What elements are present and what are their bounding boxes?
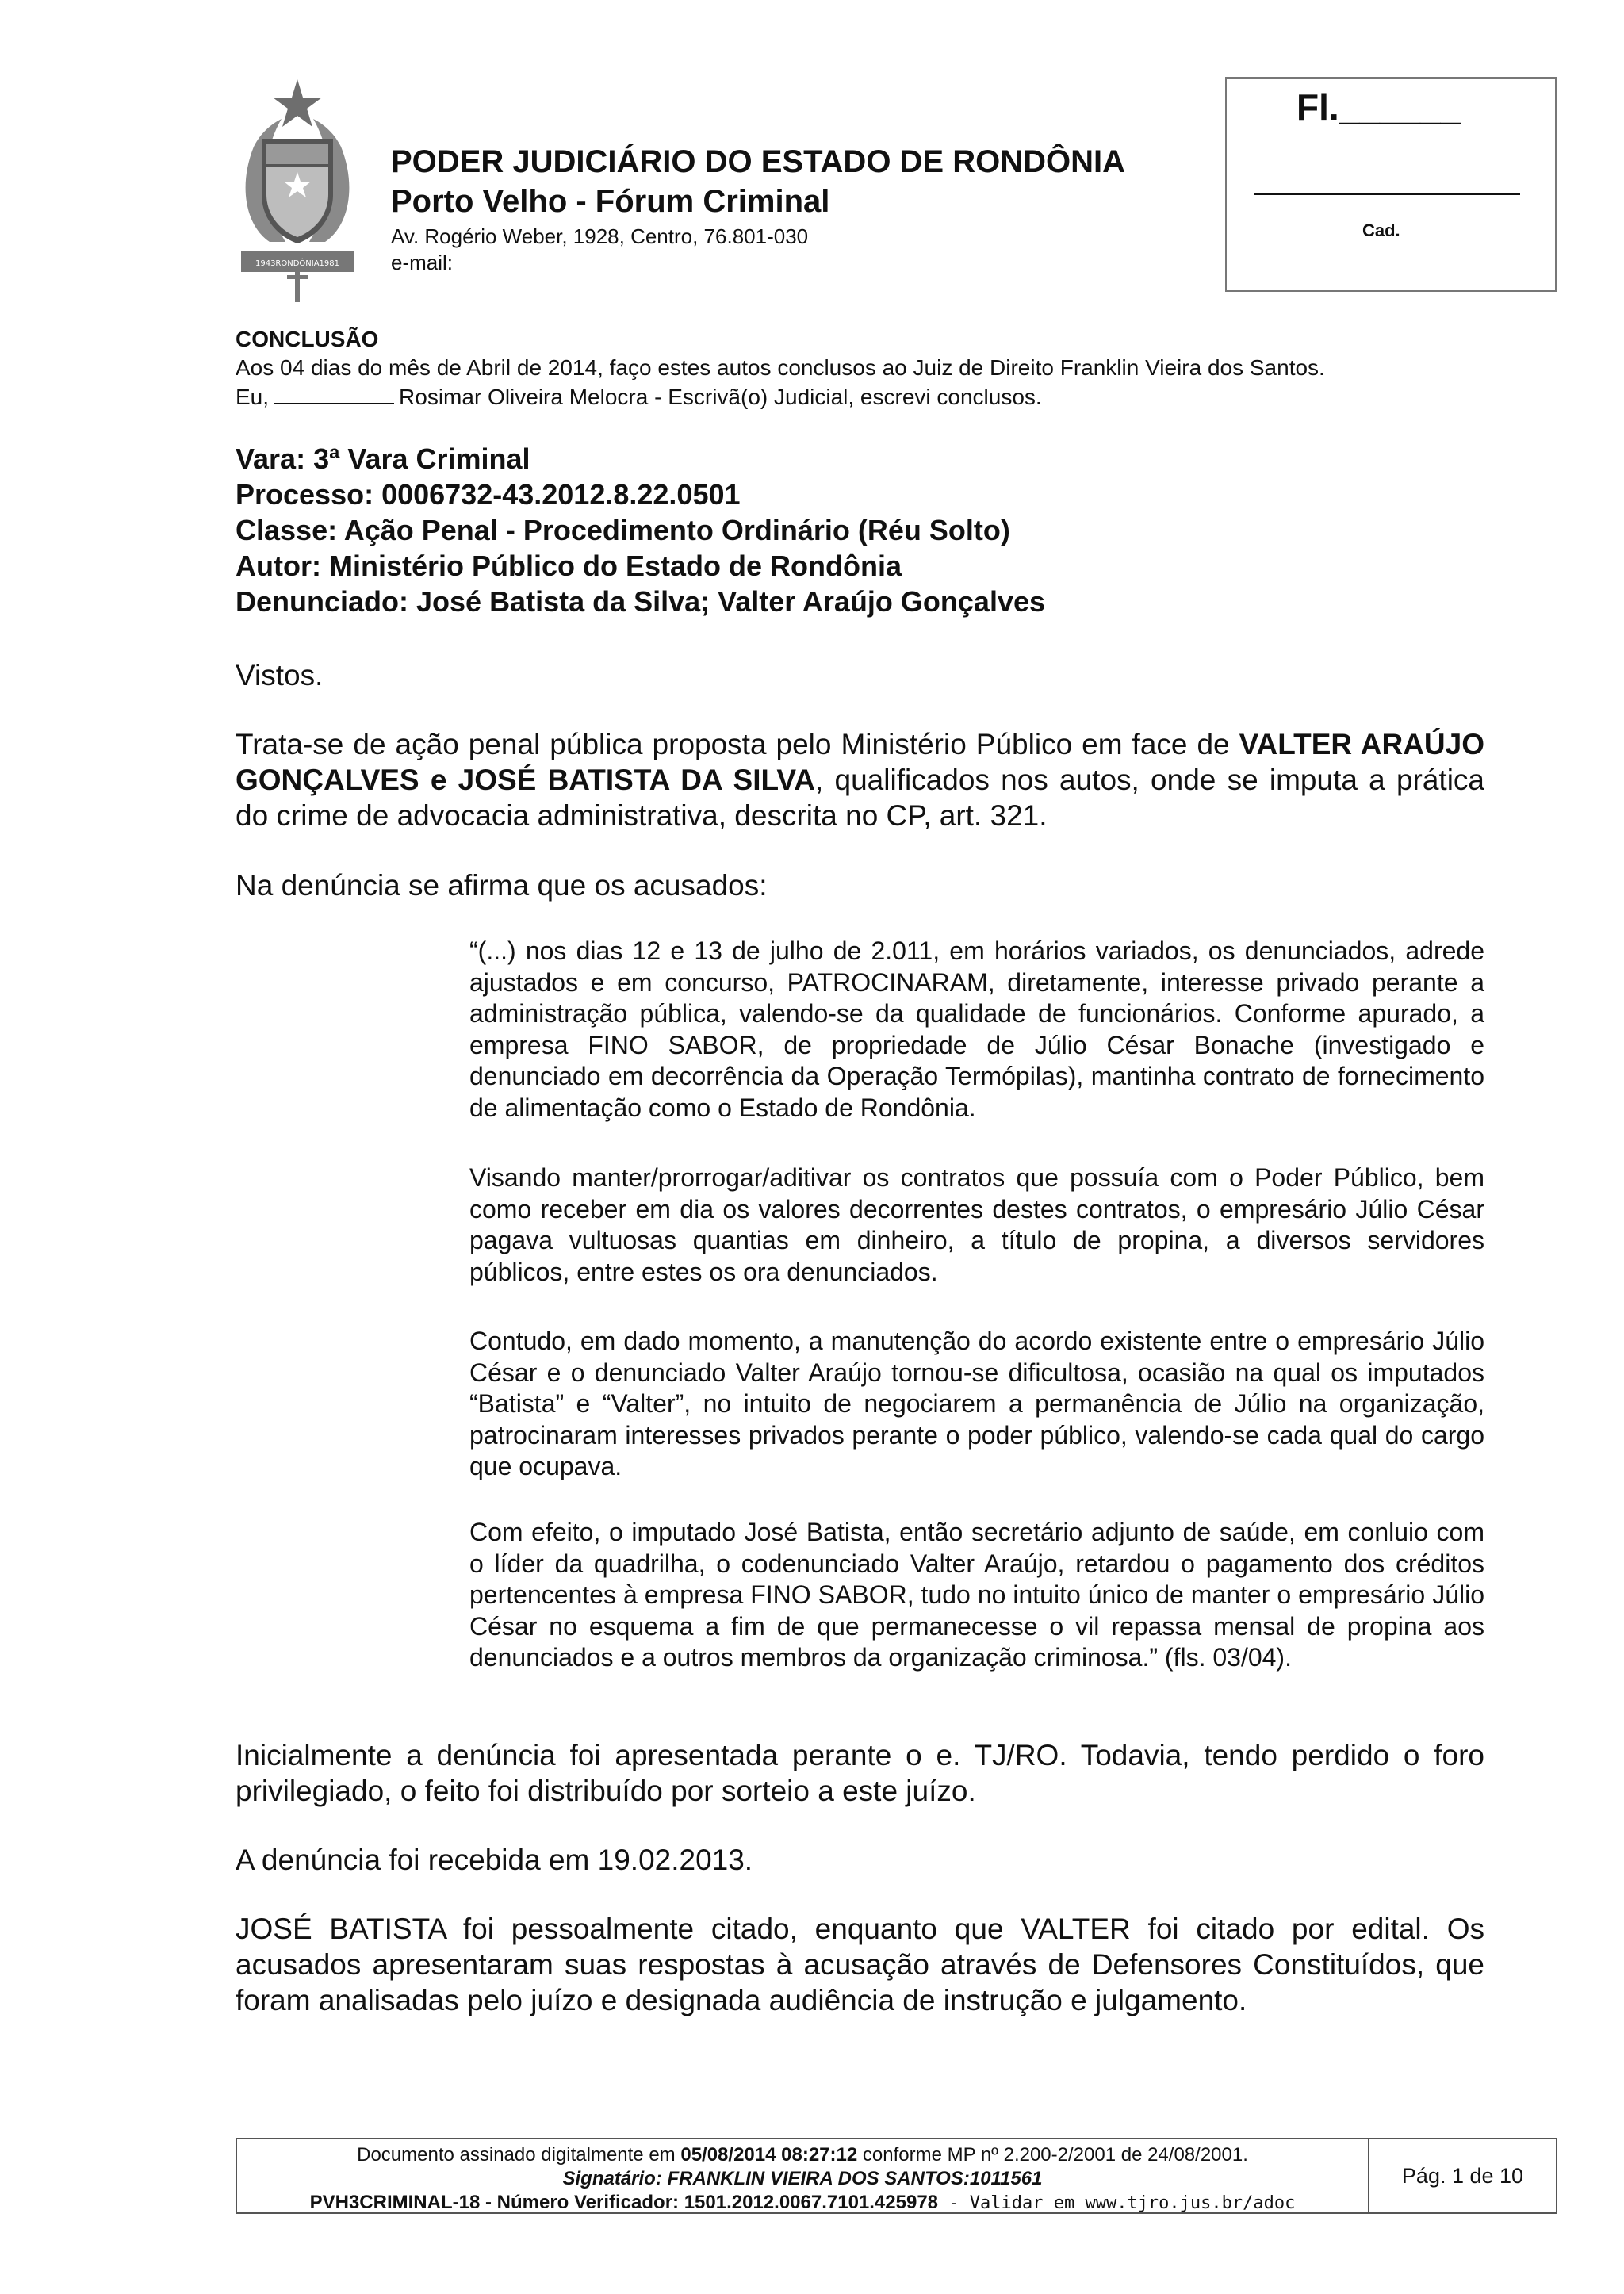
crest-year-right: 1981: [319, 259, 339, 268]
footer-line-1: [237, 2143, 1368, 2167]
page-number: Pág. 1 de 10: [1401, 2163, 1524, 2188]
signature-footer: [236, 2138, 1557, 2214]
quote-paragraph-2: Visando manter/prorrogar/aditivar os contratos que possuía com o Poder Público, bem como receber em dia os valores decorrentes destes contratos, o empresário Júlio César pagava vultuosas quantias em dinheiro, a título de propina, a diversos servidores públicos, entre estes os ora denunciados.: [469, 1163, 1484, 1286]
footer-mp-text: conforme MP nº 2.200-2/2001 de 24/08/2001.: [857, 2144, 1248, 2166]
paragraph-received: A denúncia foi recebida em 19.02.2013.: [236, 1844, 753, 1876]
court-address: Av. Rogério Weber, 1928, Centro, 76.801-030: [391, 224, 809, 248]
quote-paragraph-1: “(...) nos dias 12 e 13 de julho de 2.011, em horários variados, os denunciados, adrede ajustados e em concurso, PATROCINARAM, diretamente, interesse privado perante a administração pública, valendo-se da qualidade de funcionários. Conforme apurado, a empresa FINO SABOR, de propriedade de Júlio César Bonache (investigado e denunciado em decorrência da Operação Termópilas), mantinha contrato de fornecimento de alimentação como o Estado de Rondônia.: [469, 936, 1484, 1122]
quote-paragraph-4: Com efeito, o imputado José Batista, então secretário adjunto de saúde, em conluio com o líder da quadrilha, o codenunciado Valter Araújo, retardou o pagamento dos créditos pertencentes à empresa FINO SABOR, tudo no intuito único de manter o empresário Júlio César no esquema a fim de que permanecesse o vil repassa mensal de propina aos denunciados e a outros membros da organização criminosa.” (fls. 03/04).: [469, 1518, 1484, 1672]
quote-paragraph-3: Contudo, em dado momento, a manutenção do acordo existente entre o empresário Júlio César e o denunciado Valter Araújo tornou-se dificultosa, ocasião na qual os imputados “Batista” e “Valter”, no intuito de negociarem a permanência de Júlio na organização, patrocinaram interesses privados perante o poder público, valendo-se cada qual do cargo que ocupava.: [469, 1327, 1484, 1480]
footer-validate-link[interactable]: - Validar em www.tjro.jus.br/adoc: [938, 2193, 1296, 2213]
court-email: e-mail:: [391, 251, 454, 274]
forum-name: Porto Velho - Fórum Criminal: [391, 184, 830, 219]
footer-signed-date: 05/08/2014 08:27:12: [680, 2144, 858, 2166]
conclusion-line-1: Aos 04 dias do mês de Abril de 2014, faço estes autos conclusos ao Juiz de Direito Franklin Vieira dos Santos.: [236, 355, 1325, 380]
footer-signatory: Signatário: FRANKLIN VIEIRA DOS SANTOS:1011561: [562, 2168, 1043, 2189]
intro-text-c: , qualificados nos autos, onde se imputa a prática do crime de advocacia administrativa, descrita no CP, art. 321.: [236, 764, 1485, 832]
folio-label: Fl.______: [1297, 86, 1461, 128]
crest-banner-text: RONDÔNIA: [275, 259, 320, 268]
intro-text-a: Trata-se de ação penal pública proposta pelo Ministério Público em face de: [236, 728, 1239, 760]
footer-signed-text: Documento assinado digitalmente em: [357, 2144, 681, 2166]
clerk-signature-blank: [274, 384, 394, 404]
cad-signature-line: [1254, 193, 1520, 195]
case-processo: Processo: 0006732-43.2012.8.22.0501: [236, 478, 741, 511]
case-autor: Autor: Ministério Público do Estado de Rondônia: [236, 550, 902, 582]
case-vara: Vara: 3ª Vara Criminal: [236, 442, 530, 475]
footer-verifier: PVH3CRIMINAL-18 - Número Verificador: 1501.2012.0067.7101.425978: [309, 2192, 939, 2213]
case-classe: Classe: Ação Penal - Procedimento Ordinário (Réu Solto): [236, 514, 1010, 546]
footer-line-3: [237, 2191, 1368, 2215]
cad-label: Cad.: [1362, 220, 1400, 240]
footer-signature-info: [237, 2139, 1369, 2212]
conclusion-clerk: Rosimar Oliveira Melocra - Escrivã(o) Judicial, escrevi conclusos.: [399, 385, 1042, 409]
court-name: PODER JUDICIÁRIO DO ESTADO DE RONDÔNIA: [391, 144, 1125, 179]
paragraph-distribution: Inicialmente a denúncia foi apresentada perante o e. TJ/RO. Todavia, tendo perdido o foro privilegiado, o feito foi distribuído por sorteio a este juízo.: [236, 1739, 1484, 1807]
vistos: Vistos.: [236, 659, 324, 691]
paragraph-citation: JOSÉ BATISTA foi pessoalmente citado, enquanto que VALTER foi citado por edital. Os acusados apresentaram suas respostas à acusação através de Defensores Constituídos, que foram analisadas pelo juízo e designada audiência de instrução e julgamento.: [236, 1913, 1484, 2016]
paragraph-intro: [236, 726, 1484, 833]
defendants-names: VALTER ARAÚJO GONÇALVES e JOSÉ BATISTA DA SILVA: [236, 728, 1484, 796]
case-denunciado: Denunciado: José Batista da Silva; Valter Araújo Gonçalves: [236, 585, 1046, 618]
state-crest-emblem: [238, 75, 357, 305]
crest-year-left: 1943: [255, 259, 276, 268]
paragraph-denuncia: Na denúncia se afirma que os acusados:: [236, 869, 768, 902]
conclusion-title: CONCLUSÃO: [236, 327, 379, 351]
conclusion-eu: Eu,: [236, 385, 270, 409]
conclusion-line-2: [236, 384, 1042, 410]
